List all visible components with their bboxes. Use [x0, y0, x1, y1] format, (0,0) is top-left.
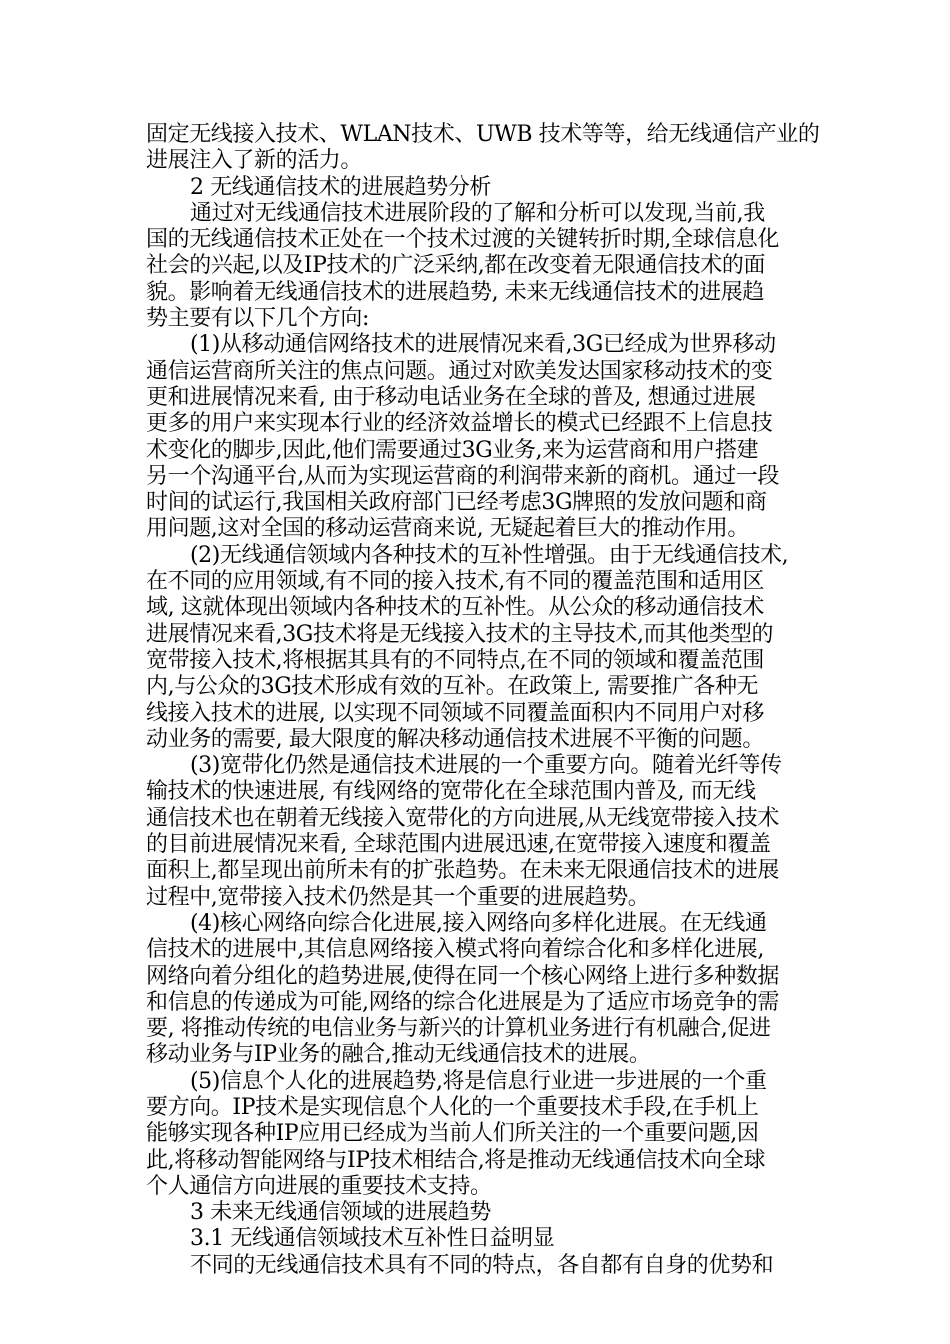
- text-line: (4)核心网络向综合化进展,接入网络向多样化进展。在无线通: [190, 910, 767, 936]
- text-line: 不同的无线通信技术具有不同的特点，各自都有自身的优势和: [190, 1252, 774, 1278]
- text-line: 2 无线通信技术的进展趋势分析: [190, 174, 491, 200]
- text-line: 信技术的进展中,其信息网络接入模式将向着综合化和多样化进展,: [146, 937, 764, 963]
- text-line: 移动业务与IP业务的融合,推动无线通信技术的进展。: [146, 1042, 651, 1068]
- text-line: 的目前进展情况来看, 全球范围内进展迅速,在宽带接入速度和覆盖: [146, 832, 771, 858]
- text-line: 进展注入了新的活力。: [146, 148, 363, 174]
- document-page: [146, 122, 820, 1279]
- text-line: 此,将移动智能网络与IP技术相结合,将是推动无线通信技术向全球: [146, 1147, 766, 1173]
- text-line: 线接入技术的进展, 以实现不同领域不同覆盖面积内不同用户对移: [146, 700, 764, 726]
- text-line: 过程中,宽带接入技术仍然是其一个重要的进展趋势。: [146, 884, 650, 910]
- text-line: 面积上,都呈现出前所未有的扩张趋势。在未来无限通信技术的进展: [146, 858, 779, 884]
- text-line: 时间的试运行,我国相关政府部门已经考虑3G牌照的发放问题和商: [146, 490, 767, 516]
- text-line: 通信运营商所关注的焦点问题。通过对欧美发达国家移动技术的变: [146, 358, 773, 384]
- text-line: 内,与公众的3G技术形成有效的互补。在政策上, 需要推广各种无: [146, 674, 759, 700]
- text-line: 进展情况来看,3G技术将是无线接入技术的主导技术,而其他类型的: [146, 621, 774, 647]
- text-line: 另一个沟通平台,从而为实现运营商的利润带来新的商机。通过一段: [146, 463, 779, 489]
- text-line: 在不同的应用领域,有不同的接入技术,有不同的覆盖范围和适用区: [146, 569, 764, 595]
- text-line: 势主要有以下几个方向:: [146, 306, 370, 332]
- text-line: 通过对无线通信技术进展阶段的了解和分析可以发现,当前,我: [190, 200, 765, 226]
- text-line: 输技术的快速进展, 有线网络的宽带化在全球范围内普及, 而无线: [146, 779, 756, 805]
- text-line: 社会的兴起,以及IP技术的广泛采纳,都在改变着无限通信技术的面: [146, 253, 766, 279]
- text-line: 更和进展情况来看, 由于移动电话业务在全球的普及, 想通过进展: [146, 384, 756, 410]
- text-line: (2)无线通信领域内各种技术的互补性增强。由于无线通信技术,: [190, 542, 789, 568]
- text-line: (3)宽带化仍然是通信技术进展的一个重要方向。随着光纤等传: [190, 753, 782, 779]
- text-line: 个人通信方向进展的重要技术支持。: [146, 1173, 492, 1199]
- text-line: 动业务的需要, 最大限度的解决移动通信技术进展不平衡的问题。: [146, 726, 764, 752]
- text-line: (5)信息个人化的进展趋势,将是信息行业进一步进展的一个重: [190, 1068, 767, 1094]
- text-line: 3.1 无线通信领域技术互补性日益明显: [190, 1226, 555, 1252]
- text-line: 通信技术也在朝着无线接入宽带化的方向进展,从无线宽带接入技术: [146, 805, 779, 831]
- text-line: 固定无线接入技术、WLAN技术、UWB 技术等等，给无线通信产业的: [146, 122, 820, 147]
- text-line: 宽带接入技术,将根据其具有的不同特点,在不同的领域和覆盖范围: [146, 647, 764, 673]
- text-line: 国的无线通信技术正处在一个技术过渡的关键转折时期,全球信息化: [146, 227, 779, 253]
- text-line: 要, 将推动传统的电信业务与新兴的计算机业务进行有机融合,促进: [146, 1016, 771, 1042]
- text-line: 貌。影响着无线通信技术的进展趋势, 未来无线通信技术的进展趋: [146, 279, 764, 305]
- text-line: 术变化的脚步,因此,他们需要通过3G业务,来为运营商和用户搭建: [146, 437, 759, 463]
- text-line: (1)从移动通信网络技术的进展情况来看,3G已经成为世界移动: [190, 332, 776, 358]
- text-line: 域, 这就体现出领域内各种技术的互补性。从公众的移动通信技术: [146, 595, 764, 621]
- text-line: 要方向。IP技术是实现信息个人化的一个重要技术手段,在手机上: [146, 1094, 759, 1120]
- text-line: 更多的用户来实现本行业的经济效益增长的模式已经跟不上信息技: [146, 411, 773, 437]
- text-line: 网络向着分组化的趋势进展,使得在同一个核心网络上进行多种数据: [146, 963, 779, 989]
- text-line: 和信息的传递成为可能,网络的综合化进展是为了适应市场竞争的需: [146, 989, 779, 1015]
- text-line: 能够实现各种IP应用已经成为当前人们所关注的一个重要问题,因: [146, 1121, 759, 1147]
- text-line: 用问题,这对全国的移动运营商来说, 无疑起着巨大的推动作用。: [146, 516, 749, 542]
- text-line: 3 未来无线通信领域的进展趋势: [190, 1200, 491, 1226]
